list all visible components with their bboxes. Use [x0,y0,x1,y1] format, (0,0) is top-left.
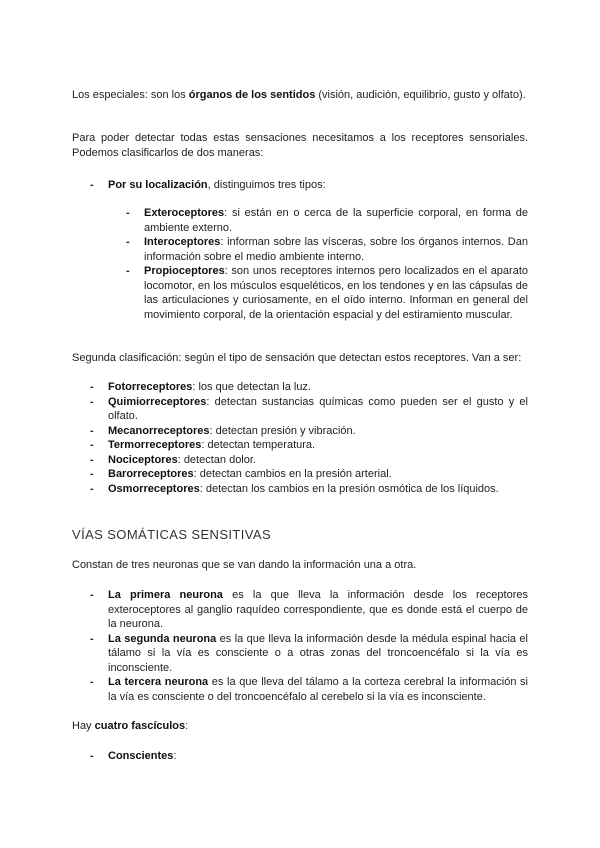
list-item [72,453,528,468]
list-item [72,467,528,482]
localizacion-list [72,178,528,193]
text: , distinguimos tres tipos: [207,179,326,191]
bold-term: Nociceptores [108,453,178,466]
bold-term: Mecanorreceptores [108,424,210,437]
list-item [72,675,528,704]
list-item [72,178,528,193]
list-item [72,588,528,632]
list-item [72,395,528,424]
bold-term: órganos de los sentidos [188,89,316,101]
text: : los que detectan la luz. [192,381,311,393]
bold-term: cuatro fascículos [94,720,186,732]
bold-term: Por su localización [108,179,208,191]
bold-term: Termorreceptores [108,439,202,451]
bold-term: La segunda neurona [108,632,217,645]
list-item [72,206,528,235]
list-item [72,482,528,497]
text: : si están en o cerca de la superficie corporal, en forma de ambiente externo. [144,207,528,234]
text: : detectan los cambios en la presión osmótica de los líquidos. [199,482,499,495]
bold-term: Osmorreceptores [108,482,200,495]
text: es la que lleva del tálamo a la corteza cerebral la información si la vía es consciente o del troncoencéfalo al cerebelo si la vía es inconsciente. [108,676,529,703]
section-heading: VÍAS SOMÁTICAS SENSITIVAS [72,527,272,542]
vias-intro: Constan de tres neuronas que se van dando la información una a otra. [72,559,417,571]
list-item [72,424,528,439]
text: : detectan presión y vibración. [209,424,356,437]
text: : [185,720,189,732]
segunda-clasificacion: Segunda clasificación: según el tipo de sensación que detectan estos receptores. Van a ser: [72,352,522,364]
text: : detectan temperatura. [201,439,316,451]
text: : detectan sustancias químicas como pueden ser el gusto y el olfato. [108,395,528,422]
bold-term: Quimiorreceptores [108,395,207,408]
list-item [72,749,528,764]
list-item [72,264,528,322]
localizacion-sublist [72,206,528,322]
text: : [173,750,177,762]
list-item [72,438,528,453]
fasciculos-paragraph [72,719,528,734]
neuronas-list [72,588,528,704]
list-item [72,380,528,395]
intro-paragraph-2: Para poder detectar todas estas sensaciones necesitamos a los receptores sensoriales. Podemos clasificarlos de dos maneras: [72,132,528,159]
bold-term: La tercera neurona [108,676,209,688]
text: es la que lleva la información desde la médula espinal hacia el tálamo si la vía es consciente o a otras zonas del troncoencéfalo si la vía es inconsciente. [108,632,528,674]
list-item [72,235,528,264]
sensacion-list [72,380,528,496]
bold-term: Exteroceptores [144,207,225,219]
intro-paragraph-1 [72,88,528,103]
text: : informan sobre las vísceras, sobre los órganos internos. Dan información sobre el medio ambiente interno. [144,236,528,263]
text: Los especiales: son los [72,89,189,101]
bold-term: Fotorreceptores [108,381,193,393]
text: : detectan cambios en la presión arterial. [193,468,392,480]
text: Hay [72,720,95,732]
text: : son unos receptores internos pero localizados en el aparato locomotor, en los músculos esqueléticos, en los tendones y en las cápsulas de las articulaciones y curiosamente, en el oído interno. Informan en general del movimiento corporal, de la orientación espacial y del estiramiento muscular. [144,265,528,321]
fasciculos-list [72,749,528,764]
bold-term: Barorreceptores [108,468,194,480]
bold-term: Interoceptores [144,236,221,248]
text: : detectan dolor. [177,453,256,466]
list-item [72,632,528,676]
bold-term: Propioceptores [144,265,225,277]
bold-term: Conscientes [108,750,174,762]
text: (visión, audición, equilibrio, gusto y olfato). [315,89,526,101]
text: es la que lleva la información desde los receptores exteroceptores al ganglio raquídeo correspondiente, que es donde está el cuerpo de la neurona. [108,589,528,630]
bold-term: La primera neurona [108,589,223,601]
